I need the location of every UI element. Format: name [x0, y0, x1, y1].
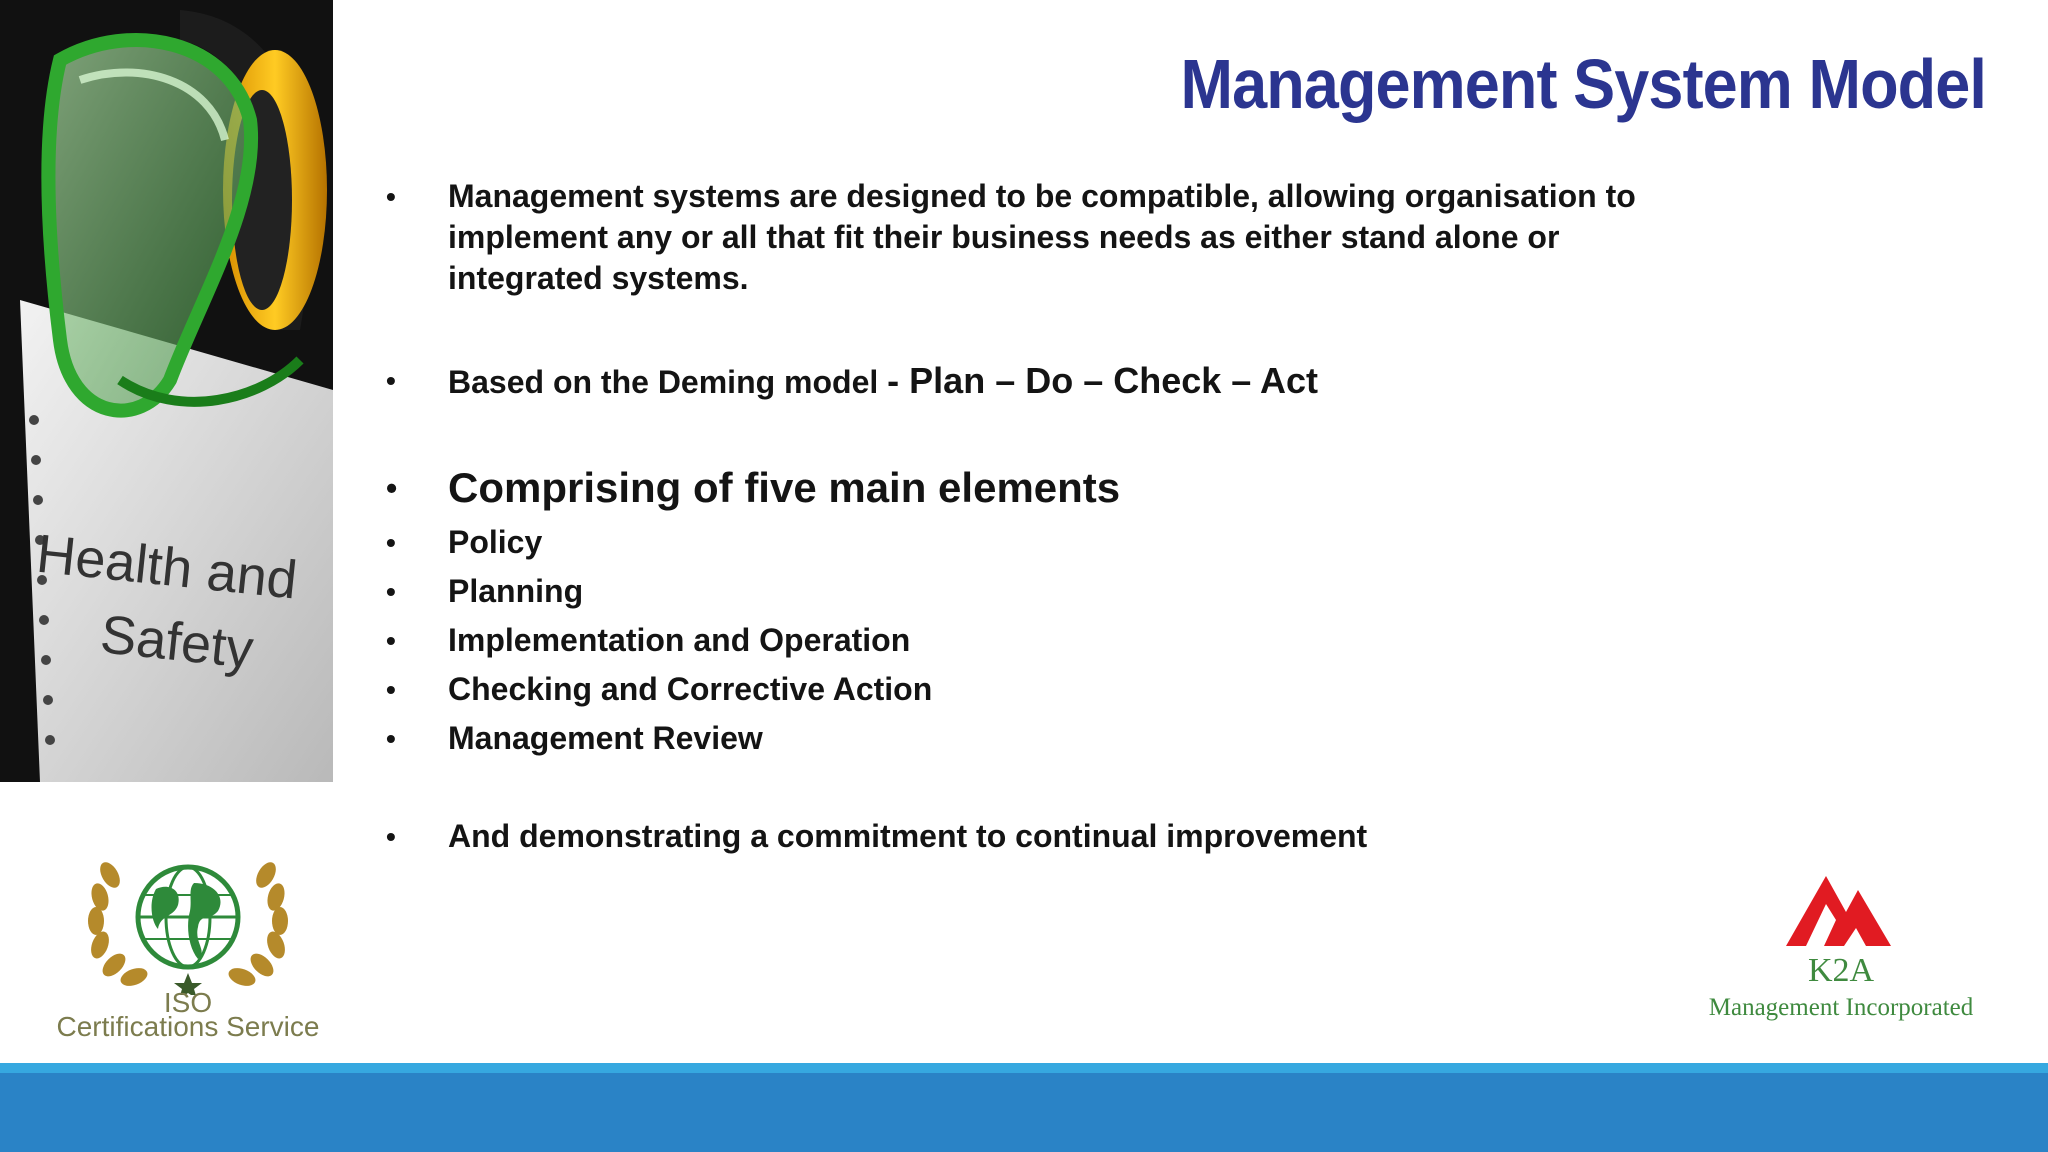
- bullet-dot: •: [386, 527, 396, 558]
- bullet-continual-improvement: [386, 816, 1367, 857]
- globe-laurel-icon: [48, 855, 328, 995]
- health-safety-photo: [0, 0, 333, 782]
- bullet-text: Policy: [448, 524, 543, 560]
- footer-bar: [0, 1073, 2048, 1152]
- iso-logo-line1: ISO: [163, 987, 213, 1018]
- bullet-planning: [386, 571, 583, 612]
- bullet-compatibility: [386, 176, 1676, 299]
- photo-label-line2: Safety: [97, 604, 257, 680]
- bullet-dot: •: [386, 723, 396, 754]
- bullet-dot: •: [386, 181, 396, 212]
- deming-lead-text: Based on the Deming model: [448, 364, 888, 400]
- bullet-five-elements-heading: [386, 460, 1120, 516]
- bullet-dot: •: [386, 576, 396, 607]
- bullet-text: [448, 360, 1318, 403]
- slide-title: Management System Model: [1180, 45, 1986, 123]
- bullet-text: Checking and Corrective Action: [448, 671, 933, 707]
- k2a-logo: [1676, 872, 2006, 1032]
- bullet-management-review: [386, 718, 763, 759]
- k2a-name: K2A: [1807, 952, 1875, 989]
- bullet-checking: [386, 669, 932, 710]
- bullet-text: Implementation and Operation: [448, 622, 911, 658]
- bullet-implementation: [386, 620, 910, 661]
- bullet-text: And demonstrating a commitment to continual improvement: [448, 818, 1368, 854]
- photo-label-line1: Health and: [33, 523, 300, 611]
- bullet-dot: •: [386, 365, 396, 396]
- bullet-text: Planning: [448, 573, 584, 609]
- bullet-text: Management systems are designed to be compatible, allowing organisation to implement any or all that fit their business needs as either stand alone or integrated systems.: [448, 178, 1636, 296]
- bullet-dot: •: [386, 674, 396, 705]
- bullet-deming-model: [386, 360, 1318, 403]
- bullet-dot: •: [386, 625, 396, 656]
- bullet-dot: •: [386, 821, 396, 852]
- k2a-subtitle: Management Incorporated: [1708, 994, 1974, 1021]
- footer-accent-bar: [0, 1063, 2048, 1073]
- k2a-mountain-icon: [1676, 872, 2006, 952]
- bullet-policy: [386, 522, 542, 563]
- iso-logo-line2: Certifications Service: [56, 1011, 320, 1042]
- iso-certifications-logo: [48, 855, 328, 1045]
- bullet-dot: •: [386, 470, 398, 506]
- bullet-text: Management Review: [448, 720, 763, 756]
- pdca-emphasis: - Plan – Do – Check – Act: [887, 360, 1318, 401]
- bullet-text: Comprising of five main elements: [448, 464, 1121, 511]
